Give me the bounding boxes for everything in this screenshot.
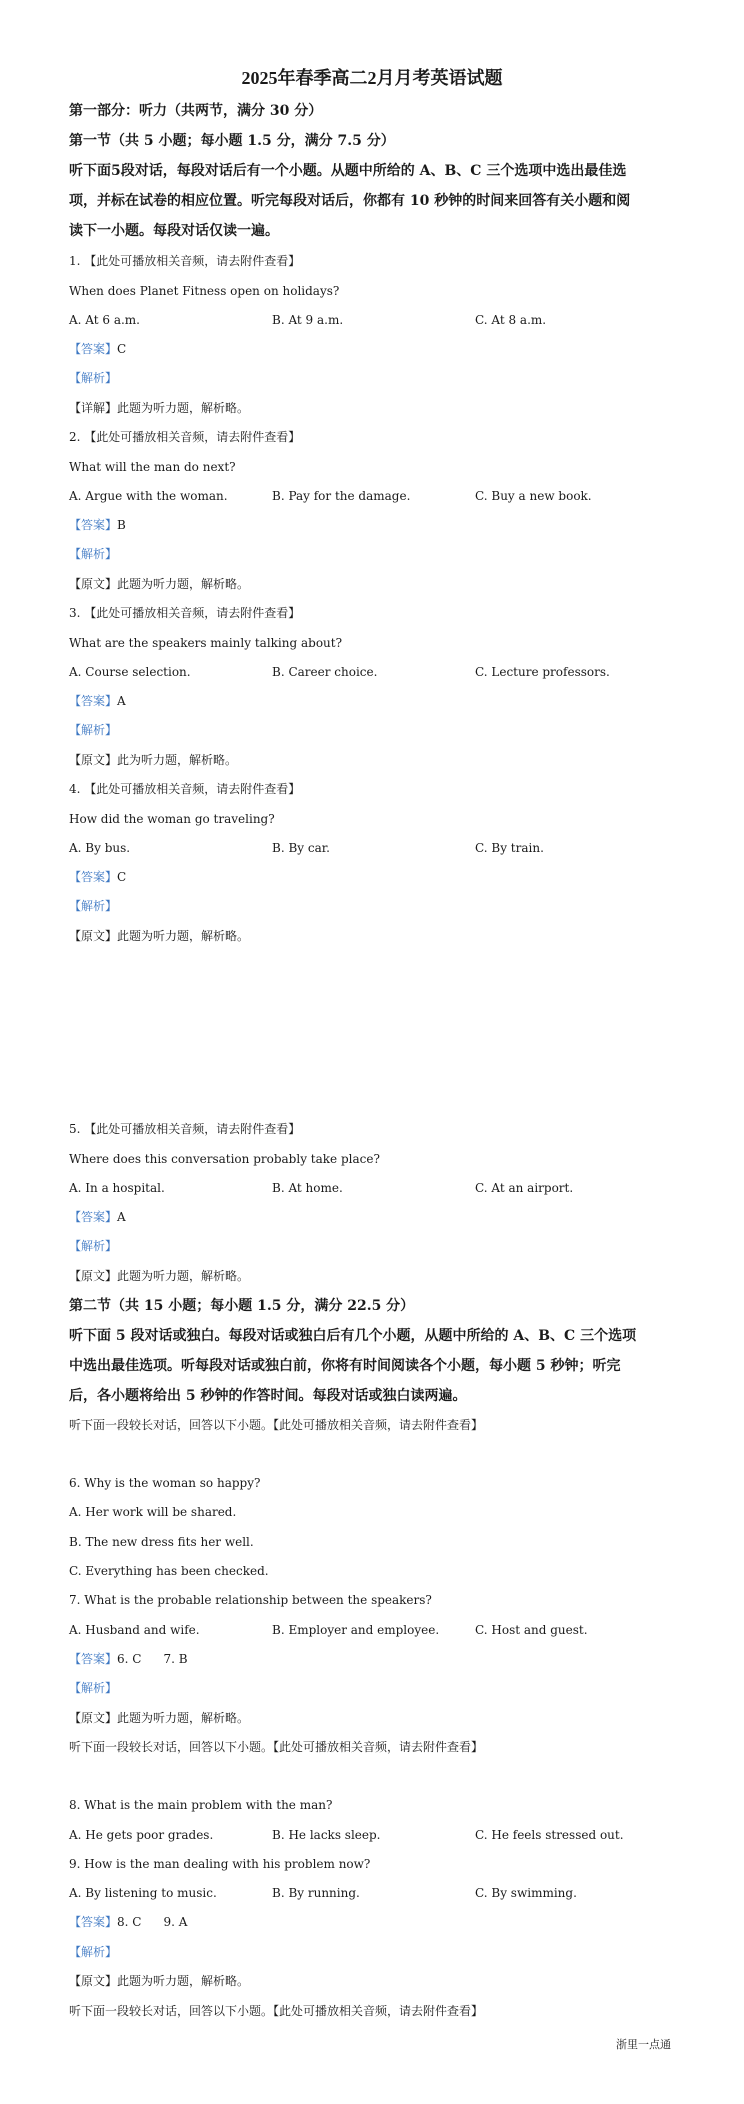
section1-instruction-line: 读下一小题。每段对话仅读一遍。 xyxy=(69,223,279,239)
option-a: A. Her work will be shared. xyxy=(69,1505,237,1519)
answer-label: 【答案】 xyxy=(69,518,118,532)
question-text: What are the speakers mainly talking about? xyxy=(69,636,343,650)
section1-heading: 第一节（共 5 小题；每小题 1.5 分，满分 7.5 分） xyxy=(69,133,395,149)
footer-watermark: 浙里一点通 xyxy=(616,2038,671,2051)
explanation: 【原文】此为听力题，解析略。 xyxy=(69,753,238,767)
option-b: B. The new dress fits her well. xyxy=(69,1535,254,1549)
option-a: A. At 6 a.m. xyxy=(69,313,140,327)
answer-value: 9. A xyxy=(163,1915,188,1929)
long-dialog-intro[interactable]: 听下面一段较长对话，回答以下小题。【此处可播放相关音频，请去附件查看】 xyxy=(69,1418,484,1432)
analysis-label: 【解析】 xyxy=(69,723,118,737)
explanation: 【原文】此题为听力题，解析略。 xyxy=(69,1269,250,1283)
audio-note[interactable]: 【此处可播放相关音频，请去附件查看】 xyxy=(84,430,301,444)
answer-label: 【答案】 xyxy=(69,1652,118,1666)
question-text: Where does this conversation probably take place? xyxy=(69,1152,380,1166)
option-c: C. By train. xyxy=(475,841,544,855)
answer-label: 【答案】 xyxy=(69,342,118,356)
answer-value: 6. C xyxy=(117,1652,142,1666)
option-a: A. By bus. xyxy=(69,841,131,855)
exam-title: 2025年春季高二2月月考英语试题 xyxy=(241,68,503,88)
option-b: B. At 9 a.m. xyxy=(272,313,344,327)
option-c: C. Lecture professors. xyxy=(475,665,610,679)
analysis-label: 【解析】 xyxy=(69,1239,118,1253)
question-audio-line xyxy=(69,606,300,620)
question-audio-line xyxy=(69,1122,300,1136)
option-a: A. Course selection. xyxy=(69,665,191,679)
option-b: B. He lacks sleep. xyxy=(272,1828,381,1842)
option-c: C. Everything has been checked. xyxy=(69,1564,269,1578)
analysis-label: 【解析】 xyxy=(69,547,118,561)
answer-label: 【答案】 xyxy=(69,694,118,708)
section1-instruction-line: 听下面5段对话，每段对话后有一个小题。从题中所给的 A、B、C 三个选项中选出最佳选 xyxy=(69,163,627,179)
answer-value: C xyxy=(117,342,127,356)
option-b: B. Pay for the damage. xyxy=(272,489,411,503)
option-c: C. At 8 a.m. xyxy=(475,313,547,327)
question-text: When does Planet Fitness open on holidays? xyxy=(69,284,340,298)
question-number: 2. xyxy=(69,430,81,444)
explanation: 【原文】此题为听力题，解析略。 xyxy=(69,1974,250,1988)
answer-value: 7. B xyxy=(163,1652,188,1666)
option-c: C. Buy a new book. xyxy=(475,489,592,503)
answer-value: 8. C xyxy=(117,1915,142,1929)
option-a: A. He gets poor grades. xyxy=(69,1828,214,1842)
answer-line xyxy=(69,870,126,884)
analysis-label: 【解析】 xyxy=(69,899,118,913)
option-b: B. At home. xyxy=(272,1181,343,1195)
explanation: 【原文】此题为听力题，解析略。 xyxy=(69,577,250,591)
question-text: 9. How is the man dealing with his problem now? xyxy=(69,1857,371,1871)
section2-instruction-line: 听下面 5 段对话或独白。每段对话或独白后有几个小题，从题中所给的 A、B、C 三个选项 xyxy=(69,1328,637,1344)
explanation: 【详解】此题为听力题，解析略。 xyxy=(69,401,250,415)
answer-line xyxy=(69,518,126,532)
option-c: C. At an airport. xyxy=(475,1181,574,1195)
audio-note[interactable]: 【此处可播放相关音频，请去附件查看】 xyxy=(84,1122,301,1136)
question-audio-line xyxy=(69,254,300,268)
answer-line xyxy=(69,1210,126,1224)
answer-value: A xyxy=(117,694,126,708)
section2-instruction-line: 后，各小题将给出 5 秒钟的作答时间。每段对话或独白读两遍。 xyxy=(69,1388,467,1404)
answer-label: 【答案】 xyxy=(69,870,118,884)
option-b: B. Career choice. xyxy=(272,665,378,679)
option-a: A. By listening to music. xyxy=(69,1886,217,1900)
question-text: What will the man do next? xyxy=(69,460,236,474)
answer-value: C xyxy=(117,870,127,884)
question-audio-line xyxy=(69,782,300,796)
question-text: 7. What is the probable relationship between the speakers? xyxy=(69,1593,432,1607)
question-number: 4. xyxy=(69,782,81,796)
analysis-label: 【解析】 xyxy=(69,1681,118,1695)
audio-note[interactable]: 【此处可播放相关音频，请去附件查看】 xyxy=(84,606,301,620)
question-text: 8. What is the main problem with the man? xyxy=(69,1798,333,1812)
explanation: 【原文】此题为听力题，解析略。 xyxy=(69,1711,250,1725)
question-text: How did the woman go traveling? xyxy=(69,812,275,826)
question-number: 3. xyxy=(69,606,81,620)
option-a: A. Argue with the woman. xyxy=(69,489,228,503)
question-number: 5. xyxy=(69,1122,81,1136)
answer-line xyxy=(69,694,126,708)
question-audio-line xyxy=(69,430,300,444)
answer-label: 【答案】 xyxy=(69,1210,118,1224)
section2-instruction-line: 中选出最佳选项。听每段对话或独白前，你将有时间阅读各个小题，每小题 5 秒钟；听完 xyxy=(69,1358,621,1374)
option-c: C. By swimming. xyxy=(475,1886,577,1900)
audio-note[interactable]: 【此处可播放相关音频，请去附件查看】 xyxy=(84,782,301,796)
answer-label: 【答案】 xyxy=(69,1915,118,1929)
option-b: B. By car. xyxy=(272,841,330,855)
option-b: B. By running. xyxy=(272,1886,360,1900)
long-dialog-intro[interactable]: 听下面一段较长对话，回答以下小题。【此处可播放相关音频，请去附件查看】 xyxy=(69,1740,484,1754)
long-dialog-intro[interactable]: 听下面一段较长对话，回答以下小题。【此处可播放相关音频，请去附件查看】 xyxy=(69,2004,484,2018)
analysis-label: 【解析】 xyxy=(69,1945,118,1959)
answer-line xyxy=(69,342,126,356)
answer-value: A xyxy=(117,1210,126,1224)
option-c: C. Host and guest. xyxy=(475,1623,588,1637)
part1-heading: 第一部分：听力（共两节，满分 30 分） xyxy=(69,103,323,119)
explanation: 【原文】此题为听力题，解析略。 xyxy=(69,929,250,943)
answer-line xyxy=(69,1915,187,1929)
option-c: C. He feels stressed out. xyxy=(475,1828,624,1842)
analysis-label: 【解析】 xyxy=(69,371,118,385)
question-number: 1. xyxy=(69,254,81,268)
option-a: A. In a hospital. xyxy=(69,1181,165,1195)
option-a: A. Husband and wife. xyxy=(69,1623,200,1637)
option-b: B. Employer and employee. xyxy=(272,1623,440,1637)
answer-line xyxy=(69,1652,188,1666)
section2-heading: 第二节（共 15 小题；每小题 1.5 分，满分 22.5 分） xyxy=(69,1298,415,1314)
answer-value: B xyxy=(117,518,126,532)
audio-note[interactable]: 【此处可播放相关音频，请去附件查看】 xyxy=(84,254,301,268)
question-text: 6. Why is the woman so happy? xyxy=(69,1476,261,1490)
section1-instruction-line: 项，并标在试卷的相应位置。听完每段对话后，你都有 10 秒钟的时间来回答有关小题和阅 xyxy=(69,193,631,209)
